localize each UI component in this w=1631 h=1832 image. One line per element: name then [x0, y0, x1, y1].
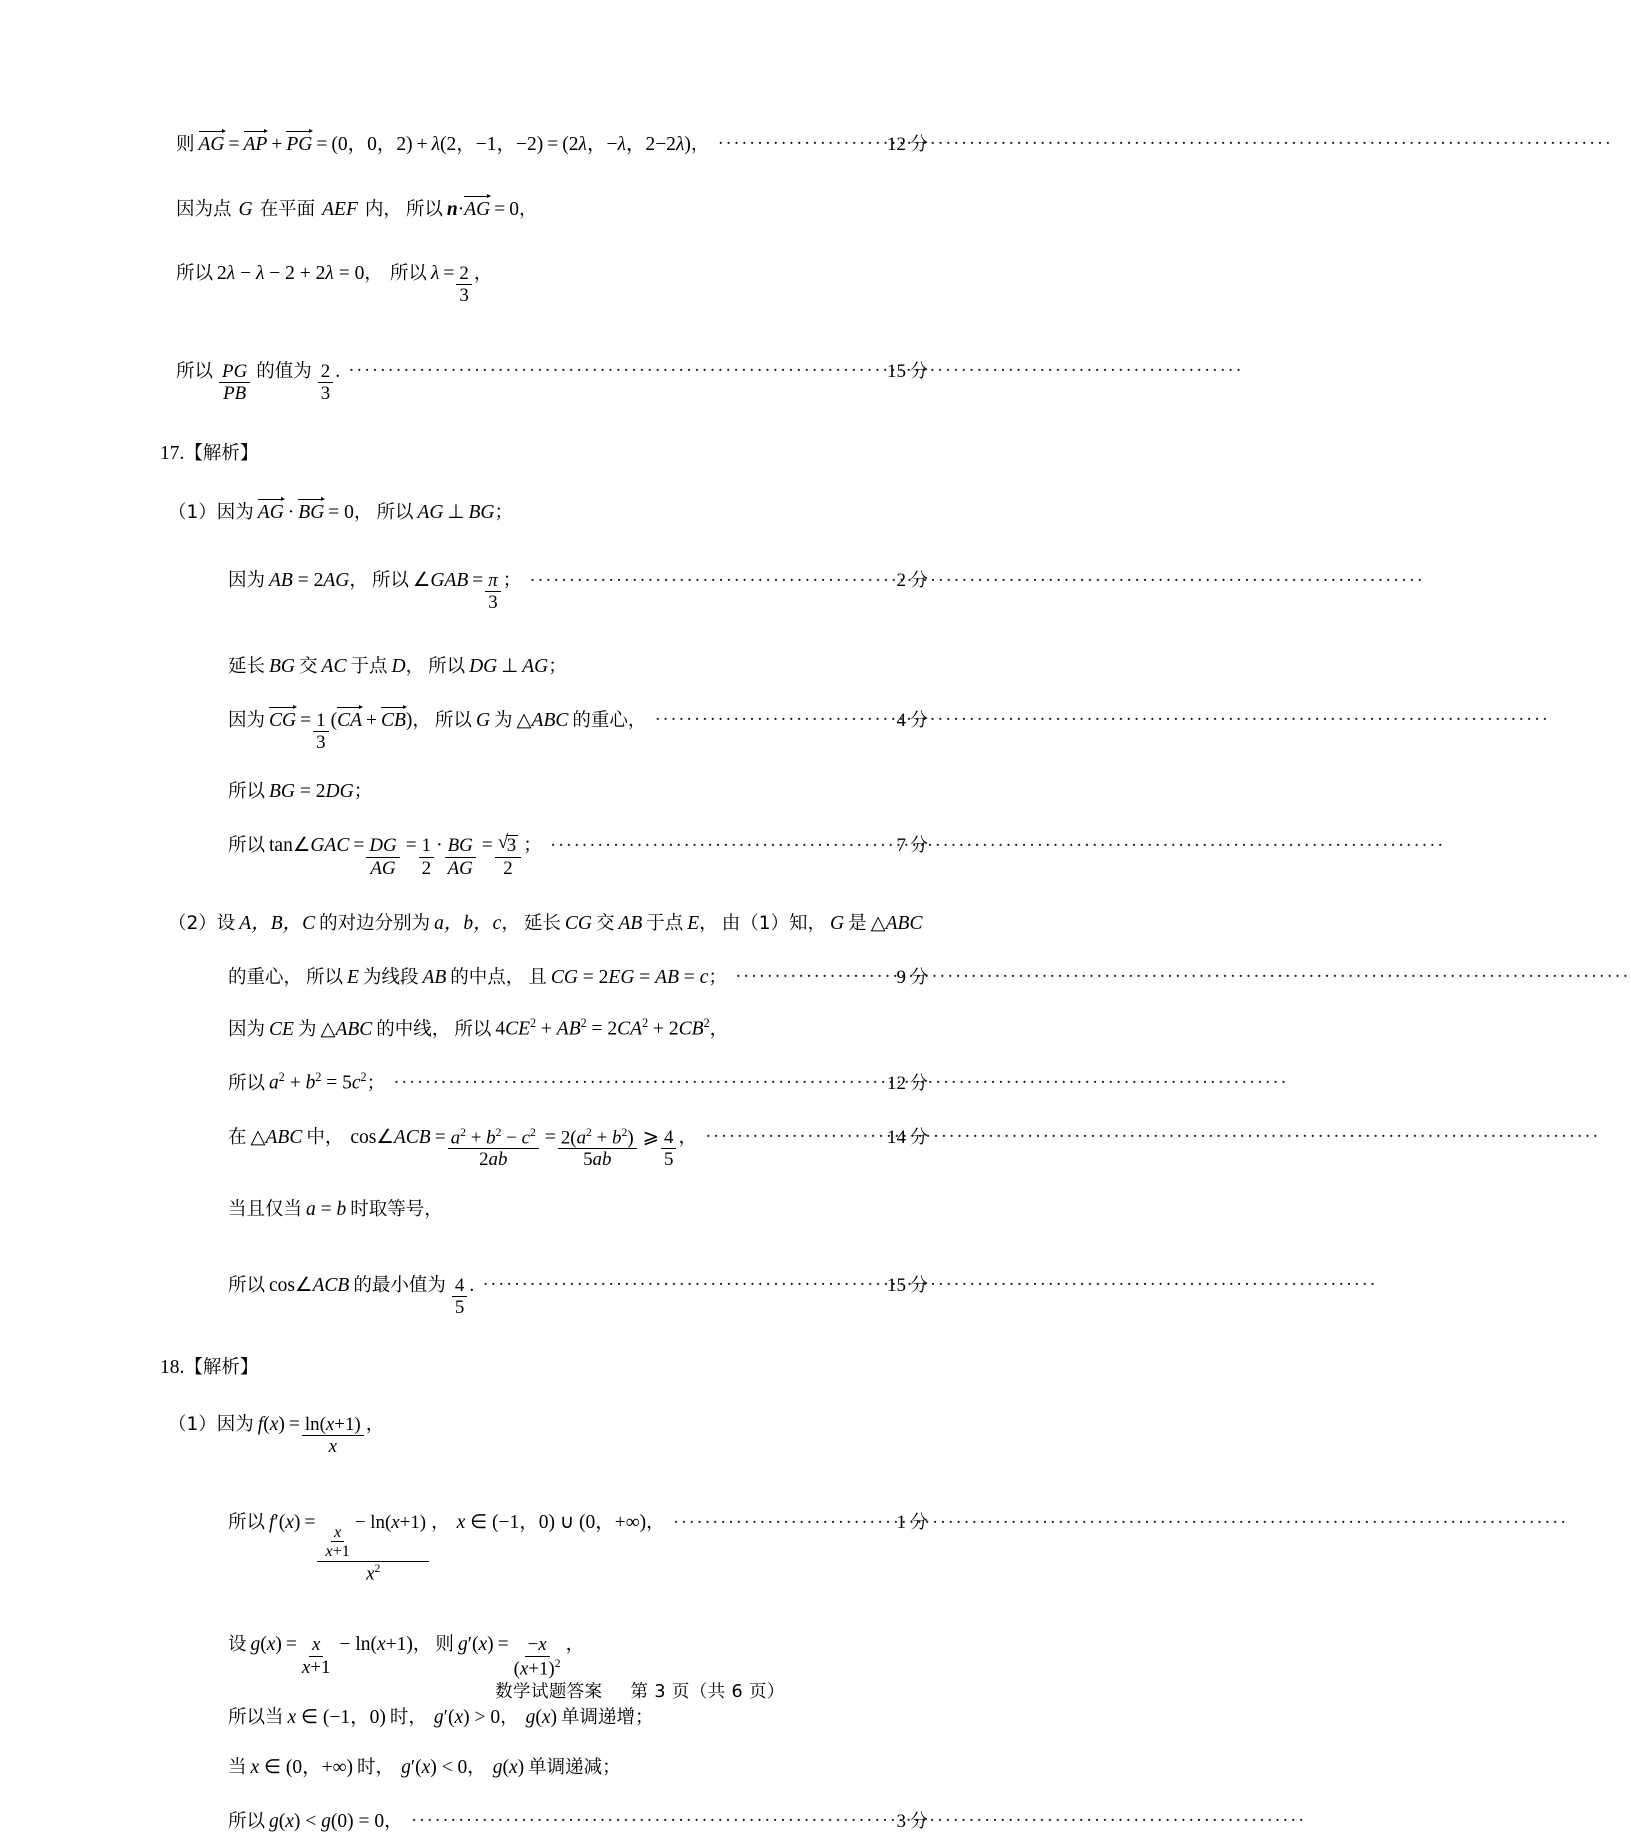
score-4: 4 分 — [896, 709, 928, 731]
dot-leader-11 — [412, 1807, 890, 1827]
g-prime-negative: g′(x) < 0 — [401, 1756, 468, 1778]
vector-AG-2: AG — [464, 199, 491, 220]
q17-part2-line7: 所以 cos ∠ ACB 的最小值为 $\frac{4}{5}$ . ..... 15 分 — [168, 1271, 928, 1317]
score-3: 3 分 — [896, 1810, 928, 1832]
vector-CB: CB — [380, 709, 406, 731]
lambda-equation: 2λ − λ − 2 + 2λ = 0 — [217, 262, 365, 284]
fraction-x-over-x1: $\frac{x}{x+1}$ — [325, 1522, 350, 1561]
text-suoyi-6: 所以 — [371, 570, 409, 592]
part-marker-1: （1） — [168, 502, 217, 524]
fraction-simplified: $\frac{2(a^2 + b^2)}{5ab}$ — [558, 1127, 637, 1170]
math-line-q16-4: 所以 $\frac{PG}{PB}$ 的值为 $\frac{2}{3}$ . ..... 15 分 — [168, 357, 928, 403]
text-ze: 则 — [435, 1634, 454, 1656]
text-wei-2: 为 — [297, 1018, 317, 1040]
dot-leader — [718, 130, 880, 150]
question-18-heading — [160, 1353, 928, 1379]
dot-leader-9 — [483, 1271, 880, 1291]
g-label: g(x) — [250, 1634, 282, 1656]
text-yudian: 于点 — [350, 655, 388, 677]
page-footer — [0, 1678, 1280, 1703]
q17-part1-line4: 因为 CG = $\frac{1}{3}$ ( CA + CB ) ， 所以 G 为 △ ABC 的重心， ..... 4 分 — [168, 706, 928, 752]
ineq-g-less-g0: g(x) < g(0) = 0 — [269, 1810, 385, 1832]
text-dang: 当 — [228, 1756, 247, 1778]
fraction-f-definition: $\frac{\ln(x+1)}{x}$ — [302, 1415, 364, 1457]
result-vector: (2λ，−λ，2−2λ) — [562, 133, 691, 155]
text-jiao: 交 — [299, 655, 318, 677]
math-line-q16-2: 因为点 G 在平面 AEF 内， 所以 n · AG = 0 ， — [176, 199, 538, 220]
text-suoyi-9: 所以 — [228, 781, 266, 803]
f-prime-label: f′(x) — [269, 1512, 301, 1534]
q17-part1-line1: （1） 因为 AG · BG = 0 ， 所以 AG ⊥ BG ； — [168, 502, 513, 524]
score-9: 9 分 — [896, 966, 928, 988]
domain-expression: x ∈ (−1，0) ∪ (0，+∞) — [456, 1512, 647, 1534]
fraction-BG-over-AG: $\frac{BG}{AG}$ — [445, 836, 476, 878]
text-dandiaodizeng: 单调递增； — [561, 1707, 654, 1729]
text-suoyi-8: 所以 — [434, 709, 472, 731]
text-suoyi-16: 所以 — [228, 1810, 266, 1832]
text-de-zhi-wei: 的值为 — [256, 360, 312, 382]
dot-leader-7 — [394, 1069, 880, 1089]
fraction-DG-over-AG: $\frac{DG}{AG}$ — [366, 836, 399, 878]
normal-vector-n: n — [446, 199, 458, 220]
q17-part1-line2: 因为 AB = 2AG ， 所以 ∠ GAB = $\frac{\pi}{3}$ ； ..... 2 分 — [168, 567, 928, 613]
text-you-1-zhi: 由（1）知， — [721, 912, 827, 934]
q17-part2-line3: 因为 CE 为 △ ABC 的中线， 所以 $4CE^2 + AB^2 = 2CA^2 + 2CB^2$ ， — [228, 1016, 729, 1040]
text-qie: 且 — [528, 966, 547, 988]
text-suoyi-3: 所以 — [389, 262, 427, 284]
q18-part1-line5: 当 x ∈ (0，+∞) 时， g′(x) < 0 ， g(x) 单调递减； — [228, 1756, 621, 1778]
text-nei: 内， — [364, 199, 402, 220]
question-18-label: 【解析】 — [184, 1357, 259, 1379]
content-column — [160, 130, 928, 1832]
q17-part2-line2: 的重心， 所以 E 为线段 AB 的中点， 且 CG = 2EG = AB = c ； ..... 9 分 — [168, 963, 928, 987]
eq-BG-2DG: BG = 2DG — [269, 781, 354, 803]
dot-leader-3 — [530, 567, 889, 587]
question-17-label: 【解析】 — [184, 443, 259, 465]
eq-AB-2AG: AB = 2AG — [269, 570, 350, 592]
fraction-2-over-3-b: $\frac{2}{3}$ — [318, 362, 333, 404]
text-yanchang: 延长 — [228, 655, 266, 677]
text-duibian: 的对边分别为 — [319, 912, 431, 934]
q17-part1-line5: 所以 BG = 2DG ； — [228, 781, 373, 803]
text-suoyi-14: 所以 — [228, 1274, 266, 1296]
text-jiao-2: 交 — [595, 912, 615, 934]
q18-part1-line2: 所以 f′(x) = $\frac{x}{x+1}$ − ln(x+1) $x^2$ ， x ∈ (−1，0) ∪ (0，+∞) ， ..... 1 分 — [168, 1509, 928, 1584]
dot-leader-6 — [736, 963, 890, 983]
g-label-3: g(x) — [492, 1756, 525, 1778]
interval-neg1-0: x ∈ (−1，0) — [287, 1707, 386, 1729]
lambda-vector: (2，−1，−2) — [440, 133, 544, 155]
text-yudian-2: 于点 — [646, 912, 684, 934]
text-suoyi-5: 所以 — [376, 502, 414, 524]
text-yinwei-4: 因为 — [228, 1018, 266, 1040]
fraction-1-over-2: $\frac{1}{2}$ — [419, 836, 434, 878]
fraction-f-prime: $\frac{x}{x+1}$ − ln(x+1) $x^2$ — [317, 1513, 429, 1583]
g-prime-label: g′(x) — [457, 1634, 494, 1656]
text-zai: 在 — [228, 1126, 247, 1148]
fraction-4-over-5: $\frac{4}{5}$ — [661, 1128, 676, 1170]
footer-page-label: 第 3 页（共 6 页） — [630, 1682, 785, 1702]
line-prefix-ze: 则 — [176, 133, 195, 155]
sqrt-3: √ 3 — [498, 834, 518, 855]
score-12: 12 分 — [887, 133, 928, 155]
text-de-zhongxin: 的重心， — [572, 709, 647, 731]
text-she: 设 — [216, 912, 236, 934]
q17-part1-line6: 所以 tan ∠ GAC = $\frac{DG}{AG}$ = $\frac{1}{2}$ · $\frac{BG}{AG}$ = √ $\frac{3}{2}$ ； ..... 7 分 — [168, 832, 928, 878]
dot-leader-5 — [551, 832, 890, 852]
text-de-zhongxian: 的中线， — [376, 1018, 451, 1040]
q18-part1-line3: 设 g(x) = $\frac{x}{x+1}$ − ln(x+1) ， 则 g′(x) = $\frac{-x}{(x+1)^2}$ ， — [228, 1634, 585, 1680]
q17-part2-line1: （2） 设 A，B，C 的对边分别为 a，b，c ， 延长 CG 交 AB 于点 E ， 由（1）知， G 是 △ ABC — [168, 912, 923, 934]
dot-leader-4 — [655, 706, 889, 726]
text-wei: 为 — [494, 709, 513, 731]
text-dandiaodijian: 单调递减； — [528, 1756, 621, 1778]
fraction-2-over-3: $\frac{2}{3}$ — [456, 264, 471, 306]
part-marker-1b: （1） — [168, 1414, 217, 1436]
text-zai-pingmian: 在平面 — [259, 199, 316, 220]
dot-leader-2 — [349, 357, 880, 377]
text-yinwei-3: 因为 — [228, 709, 266, 731]
text-she-2: 设 — [228, 1634, 247, 1656]
text-suoyi-10: 所以 — [228, 835, 266, 857]
text-yinwei-dian: 因为点 — [176, 199, 232, 220]
fraction-sqrt3-over-2: √ $\frac{3}{2}$ — [495, 834, 521, 878]
question-18-number: 18. — [160, 1357, 185, 1379]
text-dangqiejindang: 当且仅当 — [228, 1198, 303, 1220]
text-yinwei-2: 因为 — [228, 570, 266, 592]
vector-BG: BG — [298, 502, 325, 524]
q17-part2-line4: 所以 $a^2 + b^2 = 5c^2$ ； ..... 12 分 — [168, 1069, 928, 1093]
question-17-number: 17. — [160, 443, 185, 465]
fraction-g-prime: $\frac{-x}{(x+1)^2}$ — [513, 1634, 561, 1680]
q17-part2-line6 — [168, 1200, 928, 1220]
fraction-pi-over-3: $\frac{\pi}{3}$ — [485, 571, 500, 613]
text-yanchang-2: 延长 — [523, 912, 561, 934]
text-shi: 是 — [848, 912, 867, 934]
eq-median-relation: $4CE^2 + AB^2 = 2CA^2 + 2CB^2$ — [495, 1016, 710, 1040]
sides-abc: a，b，c — [434, 912, 502, 934]
part-marker-2: （2） — [168, 912, 217, 934]
vector-CA: CA — [337, 709, 362, 731]
score-15: 15 分 — [887, 360, 928, 382]
text-zhong: 中， — [306, 1126, 344, 1148]
score-1: 1 分 — [896, 1512, 928, 1534]
q18-part1-line6: 所以 g(x) < g(0) = 0 ， ..... 3 分 — [168, 1807, 928, 1831]
math-line-q16-3: 所以 2λ − λ − 2 + 2λ = 0 ， 所以 λ = $\frac{2}{3}$ ， — [176, 262, 493, 306]
text-yinwei: 因为 — [216, 502, 254, 524]
text-suoyi-4: 所以 — [176, 360, 214, 382]
fraction-cos-law: $\frac{a^2 + b^2 - c^2}{2ab}$ — [448, 1127, 539, 1170]
text-suoyi-15: 所以 — [228, 1512, 266, 1534]
score-12-b: 12 分 — [887, 1072, 928, 1094]
eq-a2-b2-5c2: $a^2 + b^2 = 5c^2$ — [269, 1070, 367, 1094]
vertices-ABC: A，B，C — [239, 912, 316, 934]
text-shi-3: 时， — [357, 1756, 395, 1778]
text-suoyi-2: 所以 — [176, 262, 214, 284]
text-de-zhongxin-2: 的重心， — [228, 966, 303, 988]
text-suoyi-7: 所以 — [428, 655, 466, 677]
fraction-1-over-3: $\frac{1}{3}$ — [313, 711, 328, 753]
text-shi-qudenghao: 时取等号， — [350, 1198, 443, 1220]
text-suoyi-11: 所以 — [306, 966, 344, 988]
q17-part2-line5: 在 △ ABC 中， cos ∠ ACB = $\frac{a^2 + b^2 - c^2}{2ab}$ = $\frac{2(a^2 + b^2)}{5ab}$ ⩾ $\frac{4}{5}$ ， ..... 14 分 — [168, 1123, 928, 1169]
text-de-zhongdian: 的中点， — [450, 966, 525, 988]
text-suoyi-12: 所以 — [454, 1018, 492, 1040]
text-wei-xianduan: 为线段 — [362, 966, 419, 988]
dot-leader-10 — [674, 1509, 890, 1529]
eq-a-equals-b: a = b — [306, 1198, 347, 1220]
vector-AG: AG — [198, 133, 225, 155]
question-17-heading — [160, 439, 928, 465]
g-label-2: g(x) — [525, 1707, 558, 1729]
vector-AP: AP — [243, 133, 268, 155]
vector-PG: PG — [286, 133, 313, 155]
text-suoyi-13: 所以 — [228, 1072, 266, 1094]
text-zuixiaozhiwei: 的最小值为 — [353, 1274, 446, 1296]
g-prime-positive: g′(x) > 0 — [433, 1707, 501, 1729]
interval-0-inf: x ∈ (0，+∞) — [250, 1756, 354, 1778]
score-2: 2 分 — [896, 570, 928, 592]
math-line-q16-1: 则 AG = AP + PG = (0，0，2) + λ (2，−1，−2) = (2λ，−λ，2−2λ) ， ..... 12 分 — [168, 130, 928, 154]
footer-title: 数学试题答案 — [495, 1682, 603, 1702]
fraction-x-over-x-plus-1: $\frac{x}{x+1}$ — [301, 1634, 331, 1678]
fraction-4-over-5-b: $\frac{4}{5}$ — [452, 1276, 467, 1318]
dot-leader-8 — [706, 1123, 880, 1143]
vector-AG-3: AG — [257, 502, 284, 524]
q17-part1-line3: 延长 BG 交 AC 于点 D ， 所以 DG ⊥ AG ； — [228, 655, 567, 677]
eq-CG-2EG-AB-c: CG = 2EG = AB = c — [550, 966, 709, 988]
text-shi-2: 时， — [389, 1707, 427, 1729]
score-15-b: 15 分 — [887, 1274, 928, 1296]
q18-part1-line1: （1） 因为 f ( x ) = $\frac{\ln(x+1)}{x}$ ， — [168, 1414, 385, 1458]
q18-part1-line4: 所以当 x ∈ (−1，0) 时， g′(x) > 0 ， g(x) 单调递增； — [228, 1707, 654, 1729]
coords-triple: (0，0，2) — [331, 133, 413, 155]
text-yinwei-5: 因为 — [216, 1414, 254, 1436]
vector-CG: CG — [269, 709, 297, 731]
score-7: 7 分 — [896, 835, 928, 857]
text-suoyi-dang: 所以当 — [228, 1707, 284, 1729]
text-suoyi: 所以 — [405, 199, 443, 220]
fraction-PG-over-PB: $\frac{PG}{PB}$ — [219, 362, 250, 404]
score-14: 14 分 — [887, 1126, 928, 1148]
